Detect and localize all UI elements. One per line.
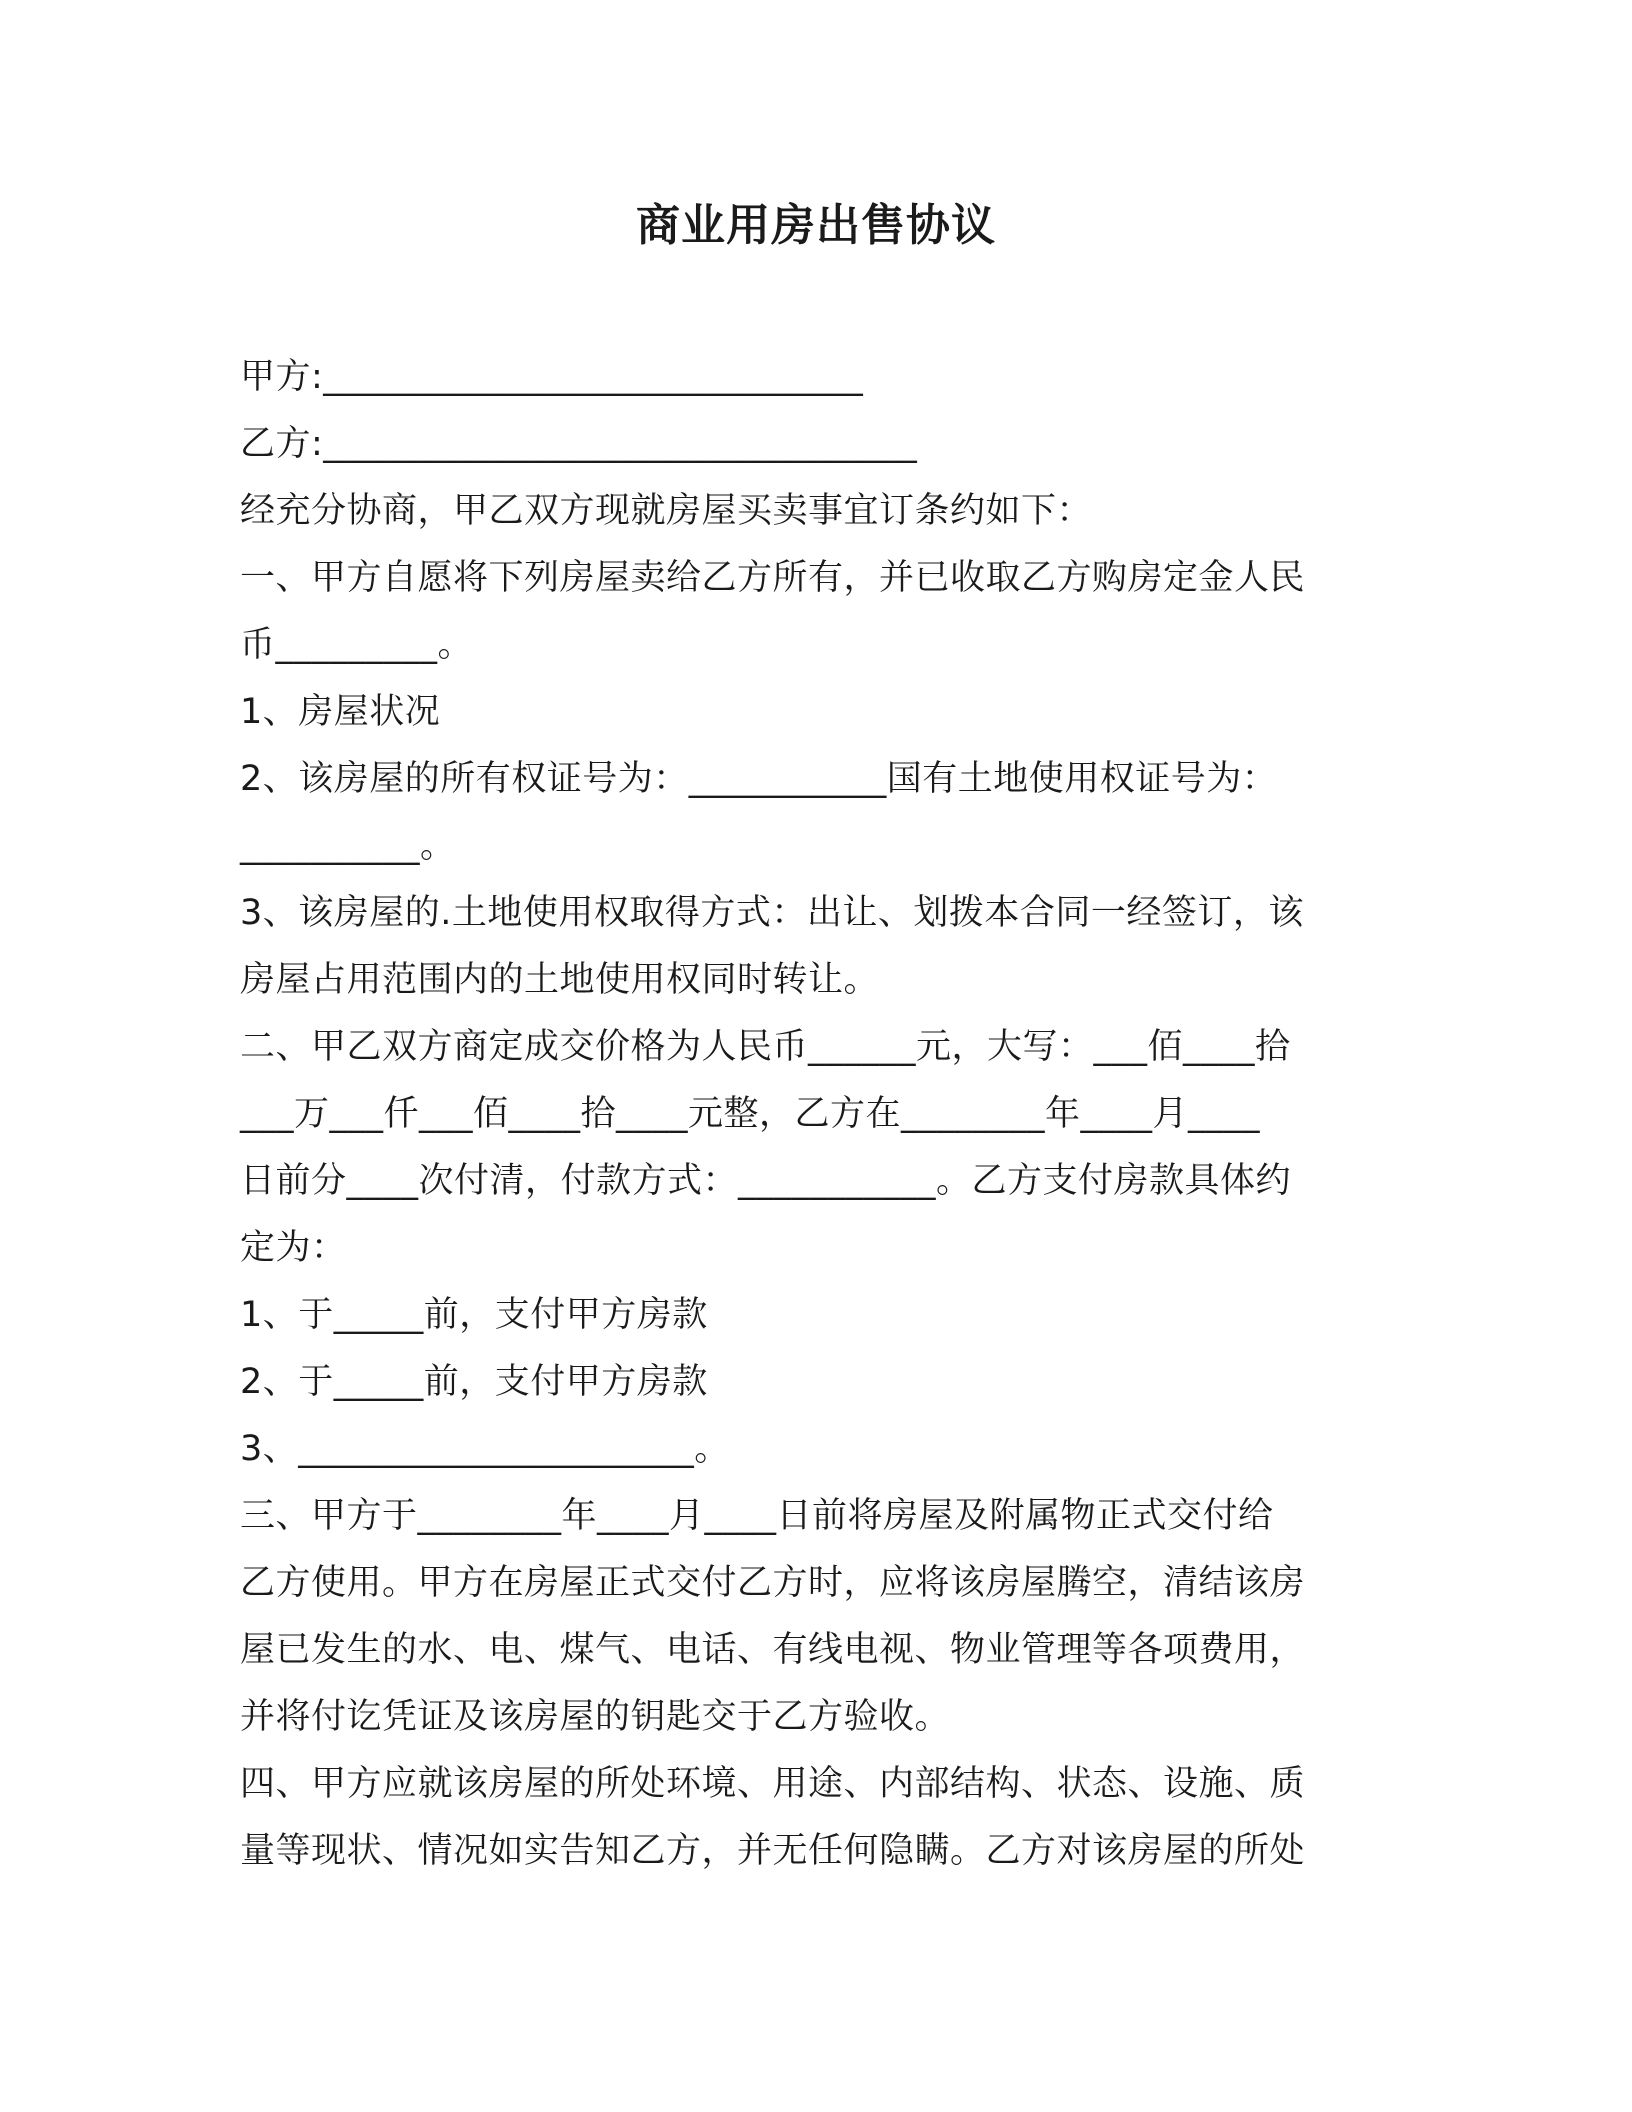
document-title: 商业用房出售协议: [636, 200, 996, 251]
item-line: 3、该房屋的.土地使用权取得方式：出让、划拨本合同一经签订，该: [240, 893, 1304, 933]
clause-2-line: ___万___仟___佰____拾____元整，乙方在________年____月____: [240, 1094, 1261, 1134]
clause-2-line: 二、甲乙双方商定成交价格为人民币______元，大写：___佰____拾: [240, 1027, 1291, 1067]
clause-2-line: 日前分____次付清，付款方式：___________。乙方支付房款具体约: [240, 1161, 1292, 1201]
item-line: 房屋占用范围内的土地使用权同时转让。: [240, 960, 880, 1000]
payment-item-line: 1、于_____前，支付甲方房款: [240, 1295, 708, 1335]
clause-1-line: 一、甲方自愿将下列房屋卖给乙方所有，并已收取乙方购房定金人民: [240, 558, 1306, 598]
clause-3-line: 并将付讫凭证及该房屋的钥匙交于乙方验收。: [240, 1697, 951, 1737]
item-line: 1、房屋状况: [240, 692, 441, 732]
clause-3-line: 乙方使用。甲方在房屋正式交付乙方时，应将该房屋腾空，清结该房: [240, 1563, 1306, 1603]
clause-3-line: 三、甲方于________年____月____日前将房屋及附属物正式交付给: [240, 1496, 1274, 1536]
item-line: __________。: [240, 826, 456, 866]
payment-item-line: 3、______________________。: [240, 1429, 730, 1469]
party-b-line: 乙方:_________________________________: [240, 424, 918, 464]
payment-item-line: 2、于_____前，支付甲方房款: [240, 1362, 708, 1402]
preamble-line: 经充分协商，甲乙双方现就房屋买卖事宜订条约如下：: [240, 491, 1093, 531]
clause-1-line: 币_________。: [240, 625, 474, 665]
party-a-line: 甲方:______________________________: [240, 357, 864, 397]
clause-3-line: 屋已发生的水、电、煤气、电话、有线电视、物业管理等各项费用，: [240, 1630, 1306, 1670]
clause-4-line: 四、甲方应就该房屋的所处环境、用途、内部结构、状态、设施、质: [240, 1764, 1306, 1804]
clause-2-line: 定为：: [240, 1228, 347, 1268]
item-line: 2、该房屋的所有权证号为：___________国有土地使用权证号为：: [240, 759, 1278, 799]
clause-4-line: 量等现状、情况如实告知乙方，并无任何隐瞒。乙方对该房屋的所处: [240, 1831, 1306, 1871]
document-body: [240, 344, 1400, 1885]
